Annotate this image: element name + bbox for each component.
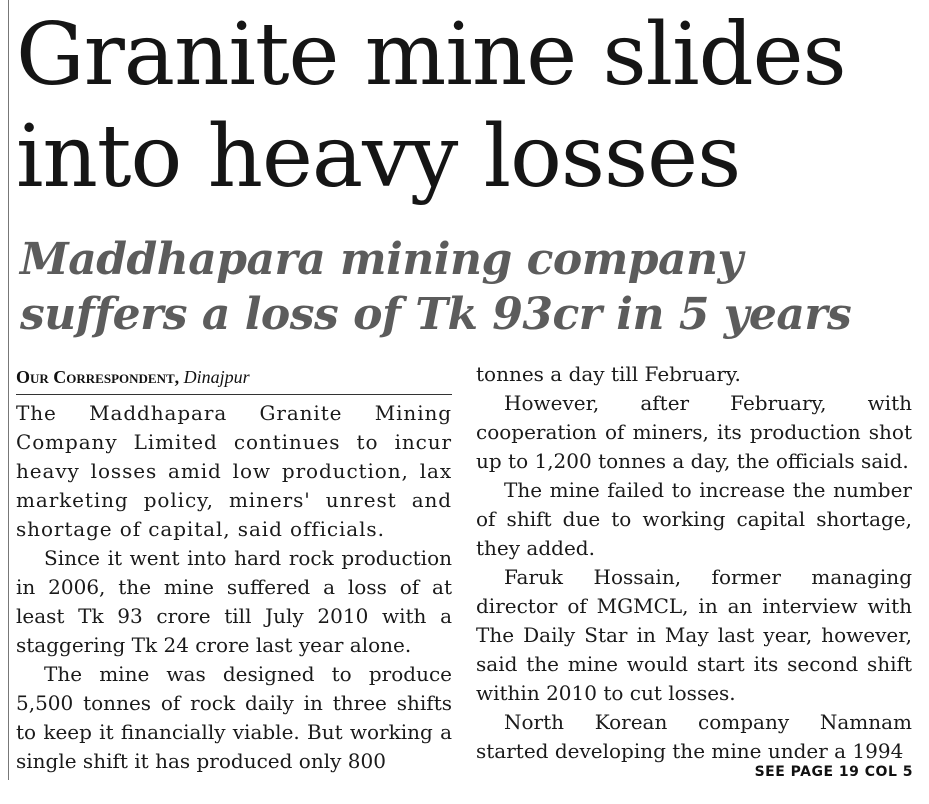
byline-author: Our Correspondent, [16,367,180,387]
byline [16,360,452,394]
byline-place: Dinajpur [183,367,250,387]
left-column-rule [8,0,9,780]
byline-rule [16,394,452,395]
left-paragraph-1: The Maddhapara Granite Mining Company Limited continues to incur heavy losses amid low production, lax marketing policy, miners' unrest and shortage of capital, said officials. [16,401,452,541]
right-paragraph-2: However, after February, with cooperation of miners, its production shot up to 1,200 tonnes a day, the officials said. [476,391,912,473]
left-paragraph-3: The mine was designed to produce 5,500 tonnes of rock daily in three shifts to keep it financially viable. But working a single shift it has produced only 800 [16,662,452,773]
right-column [476,360,912,766]
headline: Granite mine slides into heavy losses [16,5,846,207]
right-paragraph-5: North Korean company Namnam started developing the mine under a 1994 [476,710,912,763]
right-paragraph-3: The mine failed to increase the number of shift due to working capital shortage, they added. [476,478,912,560]
left-column [16,360,452,776]
right-paragraph-1: tonnes a day till February. [476,362,741,386]
subheadline: Maddhapara mining company suffers a loss of Tk 93cr in 5 years [20,234,852,340]
right-paragraph-4: Faruk Hossain, former managing director of MGMCL, in an interview with The Daily Star in May last year, however, said the mine would start its second shift within 2010 to cut losses. [476,565,912,705]
jump-line: SEE PAGE 19 COL 5 [754,764,913,780]
left-paragraph-2: Since it went into hard rock production in 2006, the mine suffered a loss of at least Tk 93 crore till July 2010 with a staggering Tk 24 crore last year alone. [16,546,452,657]
